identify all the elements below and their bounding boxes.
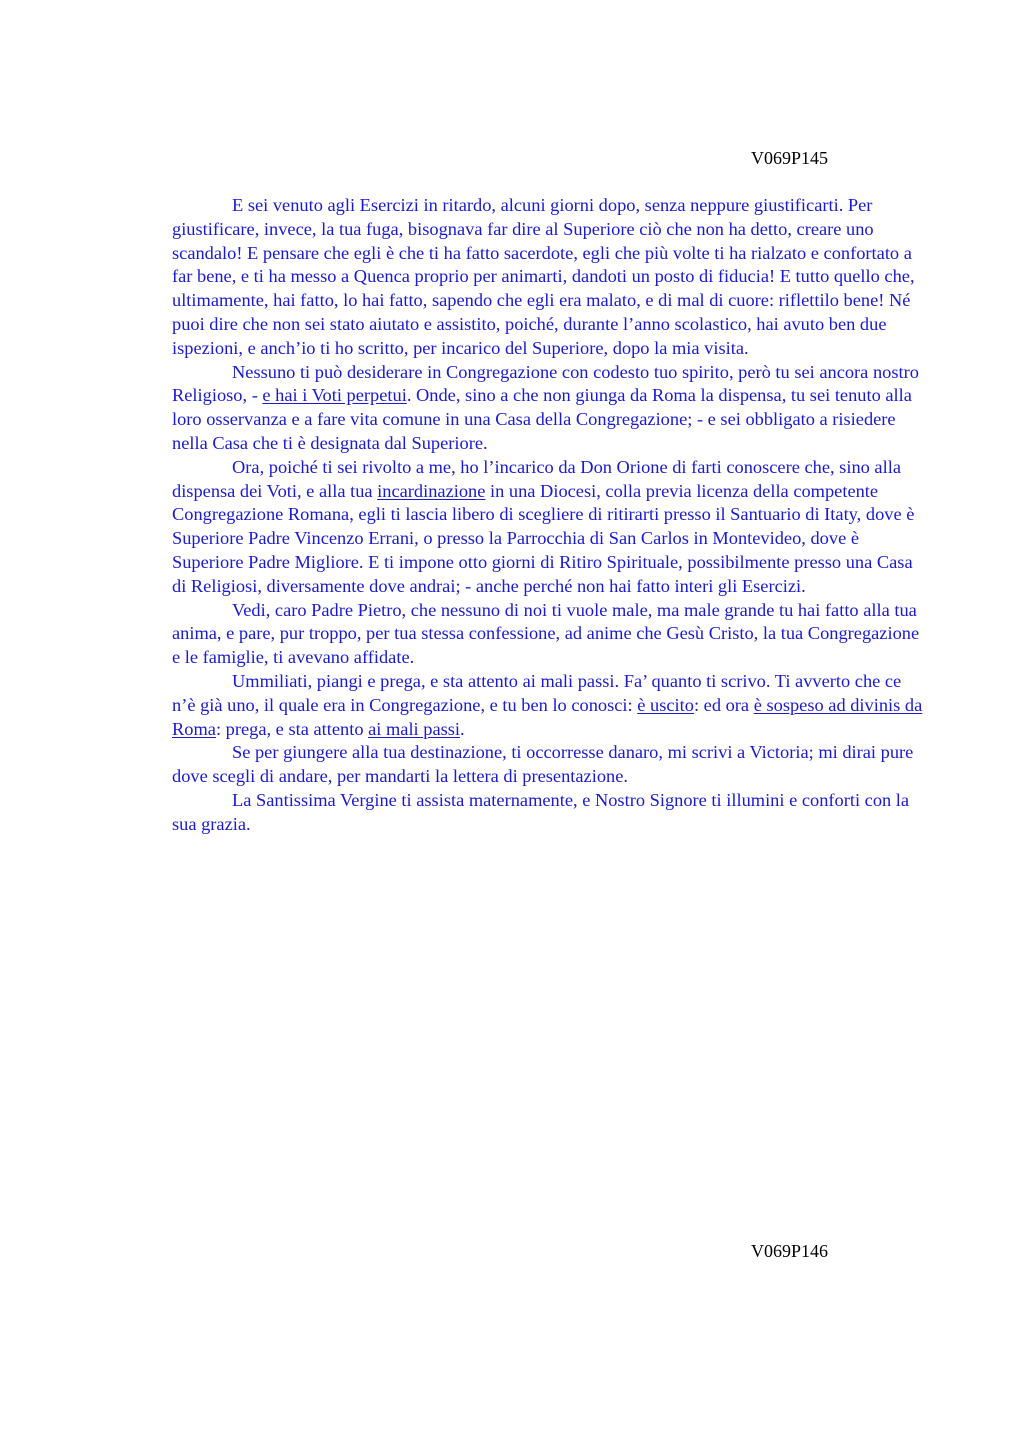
paragraph-2-text-b: . Onde, sino a che non giunga da Roma la dispensa, tu sei tenuto alla loro osservanza e a fare vita comune in una Casa della Congregazione; - e sei obbligato a risiedere nella Casa che ti è designata dal Superiore. [172,385,912,453]
paragraph-2 [172,361,924,456]
underlined-phrase-voti: e hai i Voti perpetui [262,385,407,406]
underlined-word-incardinazione: incardinazione [377,480,486,501]
paragraph-5 [172,670,924,741]
paragraph-3-text-a: Ora, poiché ti sei rivolto a me, ho l’incarico da Don Orione di farti conoscere che, sino alla dispensa dei Voti, e alla tua [172,456,901,501]
paragraph-1: E sei venuto agli Esercizi in ritardo, alcuni giorni dopo, senza neppure giustificarti. Per giustificare, invece, la tua fuga, bisognava far dire al Superiore ciò che non ha detto, creare uno scandalo! E pensare che egli è che ti ha fatto sacerdote, egli che più volte ti ha rialzato e confortato a far bene, e ti ha messo a Quenca proprio per animarti, dandoti un posto di fiducia! E tutto quello che, ultimamente, hai fatto, lo hai fatto, sapendo che egli era malato, e di mal di cuore: riflettilo bene! Né puoi dire che non sei stato aiutato e assistito, poiché, durante l’anno scolastico, hai avuto ben due ispezioni, e anch’io ti ho scritto, per incarico del Superiore, dopo la mia visita. [172,195,915,358]
page-reference-top: V069P145 [751,148,829,168]
paragraph-3-text-b: in una Diocesi, colla previa licenza della competente Congregazione Romana, egli ti lascia libero di scegliere di ritirarti presso il Santuario di Itaty, dove è Superiore Padre Vincenzo Errani, o presso la Parrocchia di San Carlos in Montevideo, dove è Superiore Padre Migliore. E ti impone otto giorni di Ritiro Spirituale, possibilmente presso una Casa di Religiosi, diversamente dove andrai; - anche perché non hai fatto interi gli Esercizi. [172,480,915,596]
underlined-phrase-uscito: è uscito [637,694,694,715]
paragraph-5-text-b: : ed ora [693,694,754,715]
letter-body [172,194,924,837]
paragraph-5-text-c: : prega, e sta attento [215,718,369,739]
paragraph-3 [172,456,924,599]
paragraph-7: La Santissima Vergine ti assista maternamente, e Nostro Signore ti illumini e conforti con la sua grazia. [172,789,910,834]
paragraph-4: Vedi, caro Padre Pietro, che nessuno di noi ti vuole male, ma male grande tu hai fatto alla tua anima, e pare, pur troppo, per tua stessa confessione, ad anime che Gesù Cristo, la tua Congregazione e le famiglie, ti avevano affidate. [172,599,920,668]
underlined-phrase-mali-passi: ai mali passi [368,718,461,739]
paragraph-6: Se per giungere alla tua destinazione, ti occorresse danaro, mi scrivi a Victoria; mi dirai pure dove scegli di andare, per mandarti la lettera di presentazione. [172,742,914,787]
paragraph-2-text-a: Nessuno ti può desiderare in Congregazione con codesto tuo spirito, però tu sei ancora nostro Religioso, - [172,361,919,406]
page-reference-bottom: V069P146 [751,1241,829,1261]
underlined-phrase-sospeso: è sospeso ad divinis da Roma [172,694,923,739]
paragraph-5-text-a: Ummiliati, piangi e prega, e sta attento ai mali passi. Fa’ quanto ti scrivo. Ti avverto che ce n’è già uno, il quale era in Congregazione, e tu ben lo conosci: [172,670,902,715]
paragraph-5-text-d: . [460,718,465,739]
